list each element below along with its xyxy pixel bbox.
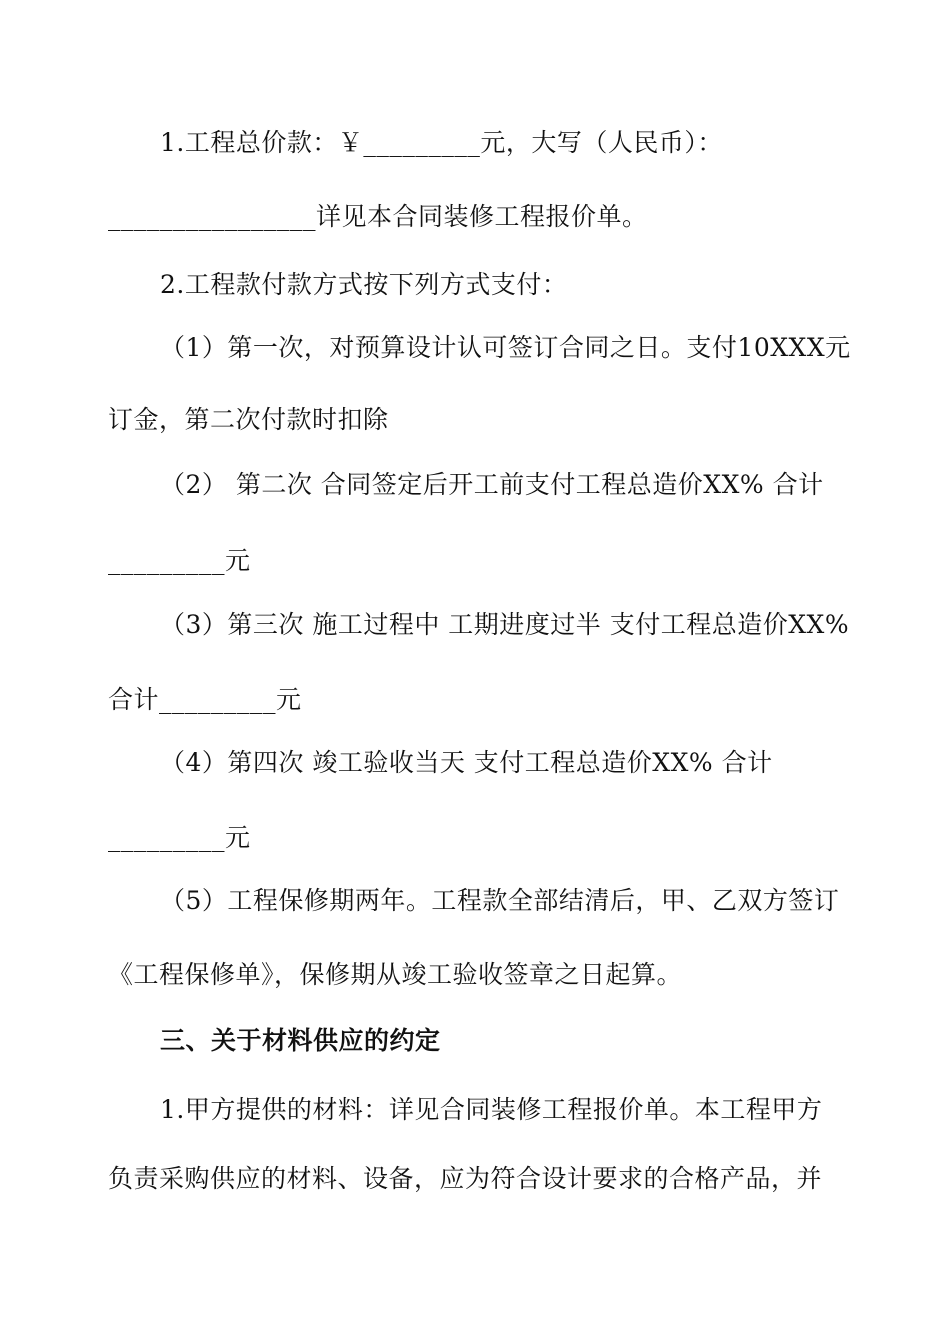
payment-item-2-cont: _________元 (108, 546, 251, 575)
paragraph-payment-method: 2.工程款付款方式按下列方式支付： (160, 270, 568, 299)
payment-item-2: （2） 第二次 合同签定后开工前支付工程总造价XX% 合计 (160, 470, 824, 499)
payment-item-4: （4）第四次 竣工验收当天 支付工程总造价XX% 合计 (160, 748, 773, 777)
payment-item-3-cont: 合计_________元 (108, 685, 302, 714)
paragraph-materials-cont: 负责采购供应的材料、设备，应为符合设计要求的合格产品，并 (108, 1164, 823, 1193)
paragraph-total-price-cont: ________________详见本合同装修工程报价单。 (108, 202, 648, 231)
paragraph-materials: 1.甲方提供的材料：详见合同装修工程报价单。本工程甲方 (160, 1095, 823, 1124)
payment-item-1-cont: 订金，第二次付款时扣除 (108, 405, 389, 434)
payment-item-3: （3）第三次 施工过程中 工期进度过半 支付工程总造价XX% (160, 610, 850, 639)
payment-item-5-cont: 《工程保修单》，保修期从竣工验收签章之日起算。 (108, 960, 683, 989)
paragraph-total-price: 1.工程总价款：￥_________元，大写（人民币）： (160, 128, 723, 157)
payment-item-5: （5）工程保修期两年。工程款全部结清后，甲、乙双方签订 (160, 886, 840, 915)
payment-item-1: （1）第一次，对预算设计认可签订合同之日。支付10XXX元 (160, 333, 851, 362)
section-heading-materials: 三、关于材料供应的约定 (160, 1026, 441, 1055)
payment-item-4-cont: _________元 (108, 823, 251, 852)
